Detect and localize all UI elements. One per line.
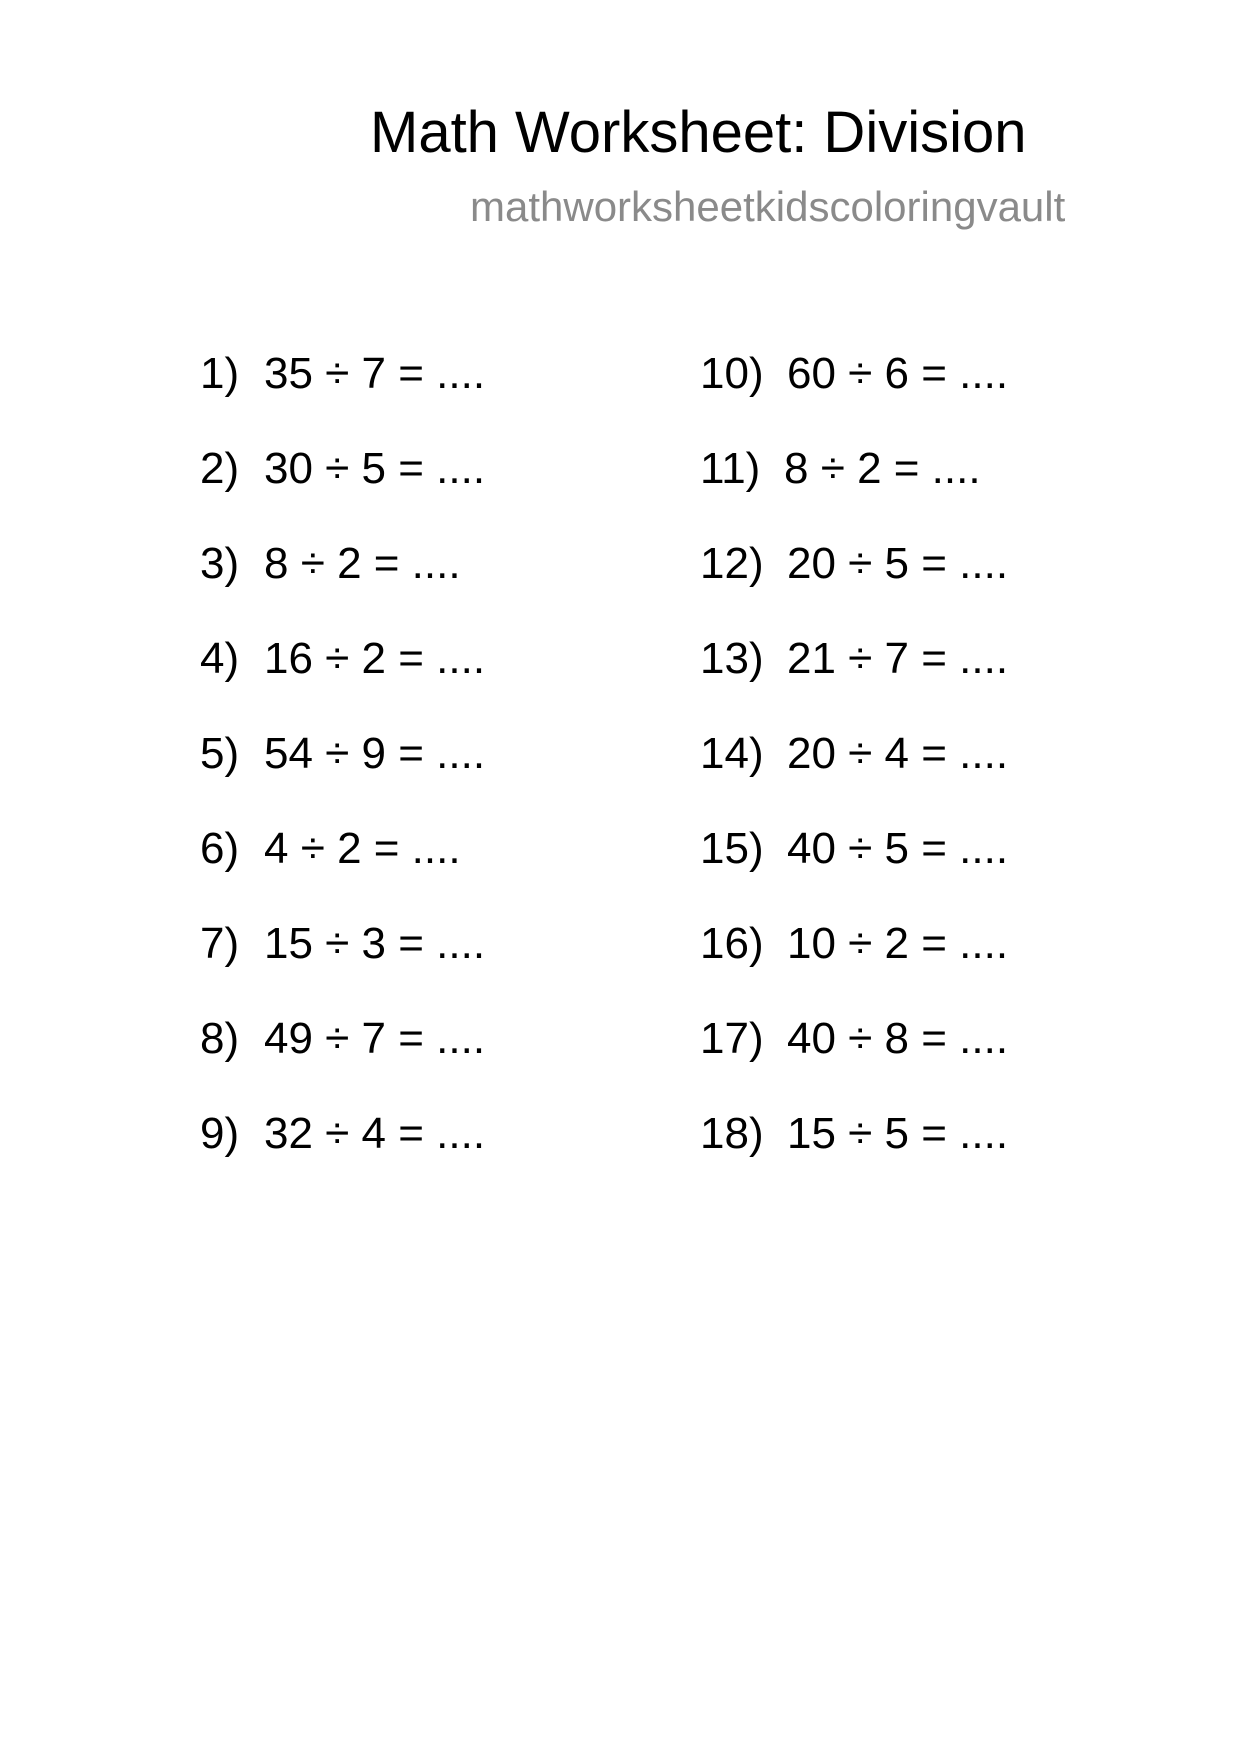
problem-expression: 20 ÷ 4 = ....: [787, 729, 1009, 778]
problem-expression: 40 ÷ 8 = ....: [787, 1014, 1009, 1063]
problem-expression: 8 ÷ 2 = ....: [264, 539, 461, 588]
problem-number: 4): [200, 634, 240, 683]
problem-expression: 40 ÷ 5 = ....: [787, 824, 1009, 873]
worksheet-title: Math Worksheet: Division: [370, 100, 1027, 165]
problem-number: 10): [700, 349, 764, 398]
problem-number: 11): [700, 444, 761, 493]
problem-expression: 35 ÷ 7 = ....: [264, 349, 486, 398]
problem-expression: 10 ÷ 2 = ....: [787, 919, 1009, 968]
problem-number: 16): [700, 919, 764, 968]
problem-number: 13): [700, 634, 764, 683]
problem-number: 9): [200, 1109, 240, 1158]
problem-number: 7): [200, 919, 240, 968]
problem-number: 1): [200, 349, 240, 398]
problem-expression: 4 ÷ 2 = ....: [264, 824, 461, 873]
problem-expression: 15 ÷ 3 = ....: [264, 919, 486, 968]
problem-expression: 15 ÷ 5 = ....: [787, 1109, 1009, 1158]
problem-expression: 21 ÷ 7 = ....: [787, 634, 1009, 683]
problem-expression: 20 ÷ 5 = ....: [787, 539, 1009, 588]
problem-expression: 32 ÷ 4 = ....: [264, 1109, 486, 1158]
problem-expression: 30 ÷ 5 = ....: [264, 444, 486, 493]
problem-expression: 49 ÷ 7 = ....: [264, 1014, 486, 1063]
problem-expression: 54 ÷ 9 = ....: [264, 729, 486, 778]
problem-number: 5): [200, 729, 240, 778]
problem-number: 2): [200, 444, 240, 493]
problem-number: 12): [700, 539, 764, 588]
problem-number: 15): [700, 824, 764, 873]
problem-number: 14): [700, 729, 764, 778]
problem-expression: 16 ÷ 2 = ....: [264, 634, 486, 683]
problem-expression: 8 ÷ 2 = ....: [784, 444, 981, 493]
problem-expression: 60 ÷ 6 = ....: [787, 349, 1009, 398]
problem-number: 17): [700, 1014, 764, 1063]
problem-number: 3): [200, 539, 240, 588]
problem-number: 6): [200, 824, 240, 873]
problem-number: 8): [200, 1014, 240, 1063]
worksheet-subtitle: mathworksheetkidscoloringvault: [470, 183, 1066, 230]
problem-number: 18): [700, 1109, 764, 1158]
